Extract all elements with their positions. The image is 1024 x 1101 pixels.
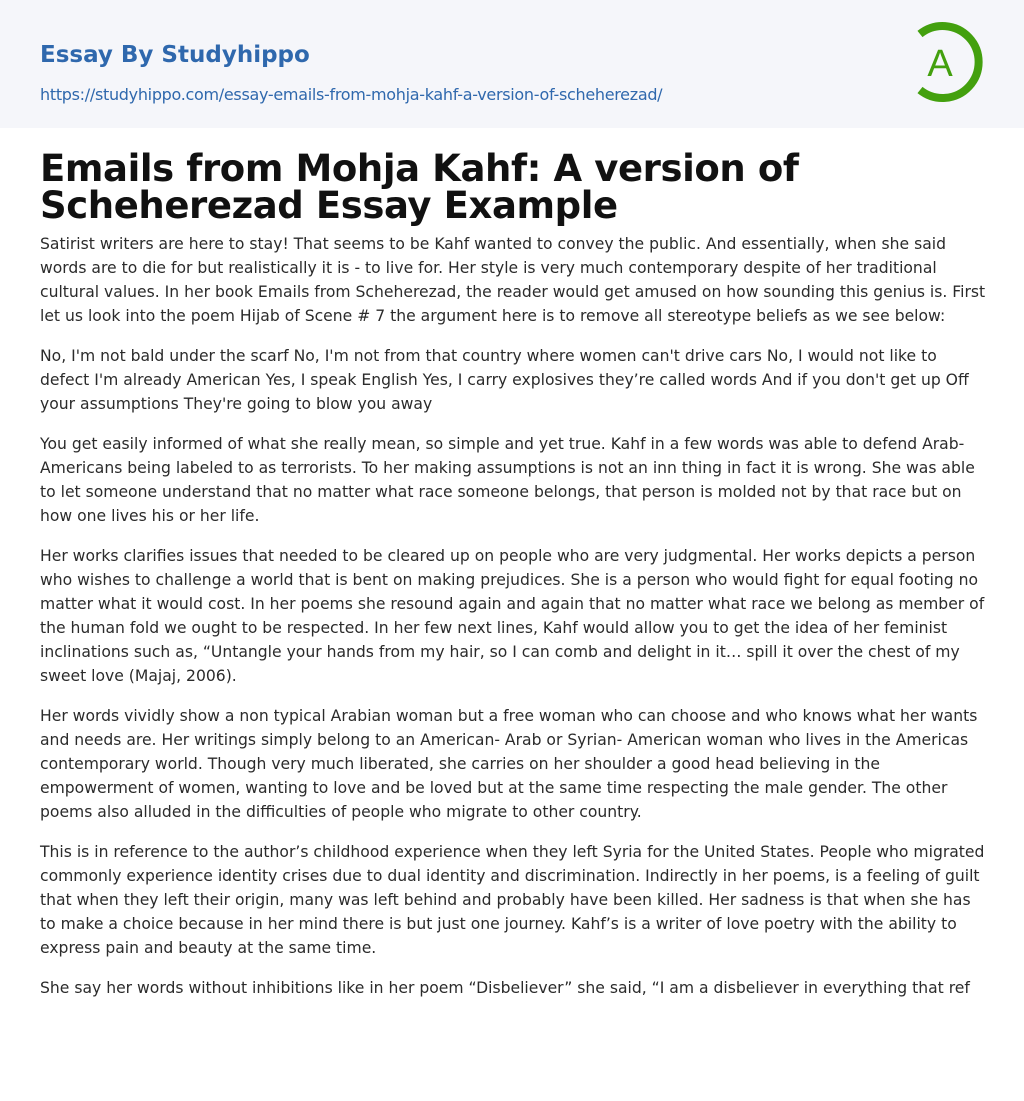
paragraph: You get easily informed of what she really mean, so simple and yet true. Kahf in a few words was able to defend Arab-Americans being labeled to as terrorists. To her making assumptions is not an inn thing in fact it is wrong. She was able to let someone understand that no matter what race someone belongs, that person is molded not by that race but on how one lives his or her life. <box>40 435 975 525</box>
paragraph-truncated: She say her words without inhibitions like in her poem “Disbeliever” she said, “I am a disbeliever in everything that ref <box>40 979 970 997</box>
logo-letter: A <box>927 43 953 85</box>
paragraph: Satirist writers are here to stay! That seems to be Kahf wanted to convey the public. And essentially, when she said words are to die for but realistically it is - to live for. Her style is very much contemporary despite of her traditional cultural values. In her book Emails from Scheherezad, the reader would get amused on how sounding this genius is. First let us look into the poem Hijab of Scene # 7 the argument here is to remove all stereotype beliefs as we see below: <box>40 235 986 325</box>
site-header <box>0 0 1024 128</box>
poem-quote: No, I'm not bald under the scarf No, I'm not from that country where women can't drive cars No, I would not like to defect I'm already American Yes, I speak English Yes, I carry explosives they’re called words And if you don't get up Off your assumptions They're going to blow you away <box>40 347 969 413</box>
paragraph: Her works clarifies issues that needed to be cleared up on people who are very judgmental. Her works depicts a person who wishes to challenge a world that is bent on making prejudices. She is a person who would fight for equal footing no matter what it would cost. In her poems she resound again and again that no matter what race we belong as member of the human fold we ought to be respected. In her few next lines, Kahf would allow you to get the idea of her feminist inclinations such as, “Untangle your hands from my hair, so I can comb and delight in it… spill it over the chest of my sweet love (Majaj, 2006). <box>40 547 985 685</box>
essay-url-link[interactable]: https://studyhippo.com/essay-emails-from-mohja-kahf-a-version-of-scheherezad/ <box>40 85 663 104</box>
studyhippo-logo-icon[interactable] <box>914 20 984 104</box>
paragraph: Her words vividly show a non typical Arabian woman but a free woman who can choose and who knows what her wants and needs are. Her writings simply belong to an American- Arab or Syrian- American woman who lives in the Americas contemporary world. Though very much liberated, she carries on her shoulder a good head believing in the empowerment of women, wanting to love and be loved but at the same time respecting the male gender. The other poems also alluded in the difficulties of people who migrate to other country. <box>40 707 978 821</box>
essay-body <box>40 232 986 1000</box>
brand-title: Essay By Studyhippo <box>40 42 310 68</box>
paragraph: This is in reference to the author’s childhood experience when they left Syria for the United States. People who migrated commonly experience identity crises due to dual identity and discrimination. Indirectly in her poems, is a feeling of guilt that when they left their origin, many was left behind and probably have been killed. Her sadness is that when she has to make a choice because in her mind there is but just one journey. Kahf’s is a writer of love poetry with the ability to express pain and beauty at the same time. <box>40 843 985 957</box>
page-title: Emails from Mohja Kahf: A version of Scheherezad Essay Example <box>40 147 799 227</box>
